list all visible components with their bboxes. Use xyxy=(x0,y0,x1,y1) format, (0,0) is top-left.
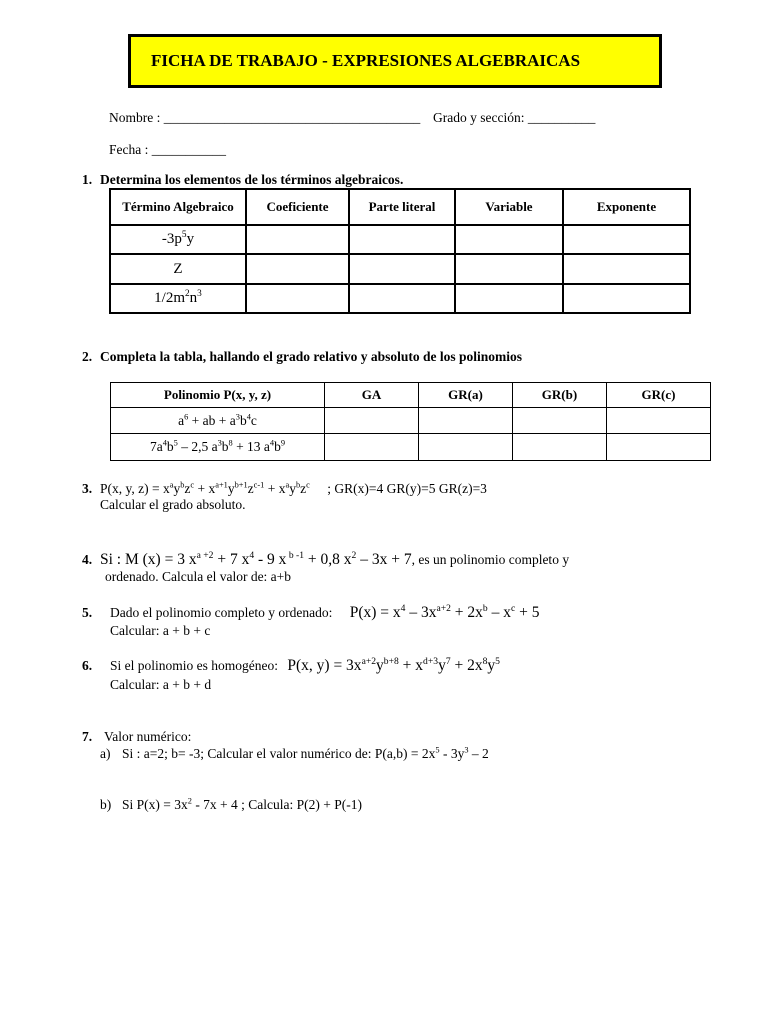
q4-formula: Si : M (x) = 3 $x^{a +2} + 7$ $x^4 - 9$ x $^{b -1}$ + 0,8 $x^2 - 3x + 7$ xyxy=(100,549,412,568)
q4-number: 4. xyxy=(82,552,93,567)
q7b-text: Si $P(x) = 3x^2 - 7x + 4$ ; Calcula: P(2) + P(-1) xyxy=(122,796,363,812)
q2-header-grc: GR(c) xyxy=(607,383,711,408)
q2-header-ga: GA xyxy=(325,383,419,408)
q2-polynomial-cell: $7a^4b^5 - 2,5$ $a^3b^8 + 13$ $a^4b^9$ xyxy=(111,434,325,461)
q1-header-row xyxy=(110,189,690,225)
q1-statement xyxy=(82,172,403,188)
q6-text: Si el polinomio es homogéneo: xyxy=(110,658,278,673)
q7a-text: Si : a=2; b= -3; Calcular el valor numérico de: $P(a,b) = 2x^5 - 3y^3 - 2$ xyxy=(122,745,489,761)
q2-blank-cell[interactable] xyxy=(419,408,513,434)
q2-text: Completa la tabla, hallando el grado relativo y absoluto de los polinomios xyxy=(100,349,523,364)
q1-header-exponente: Exponente xyxy=(563,189,690,225)
q2-blank-cell[interactable] xyxy=(607,408,711,434)
q7-number: 7. xyxy=(82,729,93,744)
page-title: FICHA DE TRABAJO - EXPRESIONES ALGEBRAICAS xyxy=(151,51,581,70)
q5-number: 5. xyxy=(82,605,93,620)
q2-polynomial-cell: $a^6$ + ab + $a^3b^4c$ xyxy=(111,408,325,434)
q2-table xyxy=(110,382,711,461)
q5-instruction: Calcular: a + b + c xyxy=(110,623,211,638)
q6-formula: P(x, $y) = 3x^{a+2}y^{b+8} + x^{d+3}y^7 + 2x^8y^5$ xyxy=(287,655,500,674)
q6-statement xyxy=(82,657,500,675)
q3-number: 3. xyxy=(82,481,93,496)
q1-blank-cell[interactable] xyxy=(455,225,563,254)
q5-formula: $P(x) = x^4 - 3x^{a+2} + 2x^b - x^c + 5$ xyxy=(349,602,540,621)
q1-blank-cell[interactable] xyxy=(349,284,455,313)
q7a-statement xyxy=(100,746,489,762)
q1-blank-cell[interactable] xyxy=(246,284,349,313)
table-row xyxy=(110,225,690,254)
q1-table xyxy=(109,188,691,314)
q1-blank-cell[interactable] xyxy=(349,225,455,254)
q3-conditions: ; GR(x)=4 GR(y)=5 GR(z)=3 xyxy=(327,481,487,496)
grado-label: Grado y sección: xyxy=(433,110,525,125)
q5-statement xyxy=(82,604,539,622)
q2-blank-cell[interactable] xyxy=(607,434,711,461)
q7a-label: a) xyxy=(100,746,111,761)
q2-blank-cell[interactable] xyxy=(325,408,419,434)
grado-blank: __________ xyxy=(527,110,596,125)
q2-header-gra: GR(a) xyxy=(419,383,513,408)
q4-tail: , es un polinomio completo y xyxy=(411,552,570,567)
fecha-blank: ___________ xyxy=(151,142,226,157)
q2-header-grb: GR(b) xyxy=(513,383,607,408)
q3-statement xyxy=(82,481,487,497)
q5-text: Dado el polinomio completo y ordenado: xyxy=(110,605,333,620)
q2-statement xyxy=(82,349,522,365)
q7-text: Valor numérico: xyxy=(104,729,192,744)
q2-header-polinomio: Polinomio P(x, y, z) xyxy=(111,383,325,408)
fecha-field xyxy=(109,142,226,158)
q2-blank-cell[interactable] xyxy=(513,434,607,461)
q1-header-parte-literal: Parte literal xyxy=(349,189,455,225)
q2-number: 2. xyxy=(82,349,93,364)
q7-statement xyxy=(82,729,191,745)
q1-blank-cell[interactable] xyxy=(563,225,690,254)
q1-blank-cell[interactable] xyxy=(246,225,349,254)
q2-blank-cell[interactable] xyxy=(419,434,513,461)
table-row xyxy=(110,284,690,313)
q4-statement xyxy=(82,551,569,569)
q1-header-variable: Variable xyxy=(455,189,563,225)
q1-blank-cell[interactable] xyxy=(455,284,563,313)
q1-number: 1. xyxy=(82,172,93,187)
nombre-label: Nombre : xyxy=(109,110,161,125)
q1-term-cell: $1/2m^2n^3$ xyxy=(110,284,246,313)
q1-blank-cell[interactable] xyxy=(455,254,563,284)
q6-instruction: Calcular: a + b + d xyxy=(110,677,212,692)
q1-blank-cell[interactable] xyxy=(349,254,455,284)
q2-header-row xyxy=(111,383,711,408)
q2-blank-cell[interactable] xyxy=(513,408,607,434)
q1-blank-cell[interactable] xyxy=(563,254,690,284)
table-row xyxy=(111,434,711,461)
q6-number: 6. xyxy=(82,658,93,673)
q1-header-termino: Término Algebraico xyxy=(110,189,246,225)
q3-formula: P(x, y, $z) = x^ay^bz^c + x^{a+1}y^{b+1}z^{c-1} + x^ay^bz^c$ xyxy=(100,480,310,496)
q1-term-cell: Z xyxy=(110,254,246,284)
q3-instruction: Calcular el grado absoluto. xyxy=(100,497,246,512)
q1-blank-cell[interactable] xyxy=(563,284,690,313)
nombre-blank: ______________________________________ xyxy=(163,110,421,125)
q7b-statement xyxy=(100,797,362,813)
title-banner xyxy=(128,34,662,88)
q7b-label: b) xyxy=(100,797,112,812)
q2-blank-cell[interactable] xyxy=(325,434,419,461)
q1-text: Determina los elementos de los términos algebraicos. xyxy=(100,172,404,187)
nombre-field xyxy=(109,110,595,126)
q1-header-coeficiente: Coeficiente xyxy=(246,189,349,225)
table-row xyxy=(111,408,711,434)
q1-term-cell: $-3p^5y$ xyxy=(110,225,246,254)
q1-blank-cell[interactable] xyxy=(246,254,349,284)
table-row xyxy=(110,254,690,284)
fecha-label: Fecha : xyxy=(109,142,149,157)
q4-instruction: ordenado. Calcula el valor de: a+b xyxy=(105,569,292,584)
